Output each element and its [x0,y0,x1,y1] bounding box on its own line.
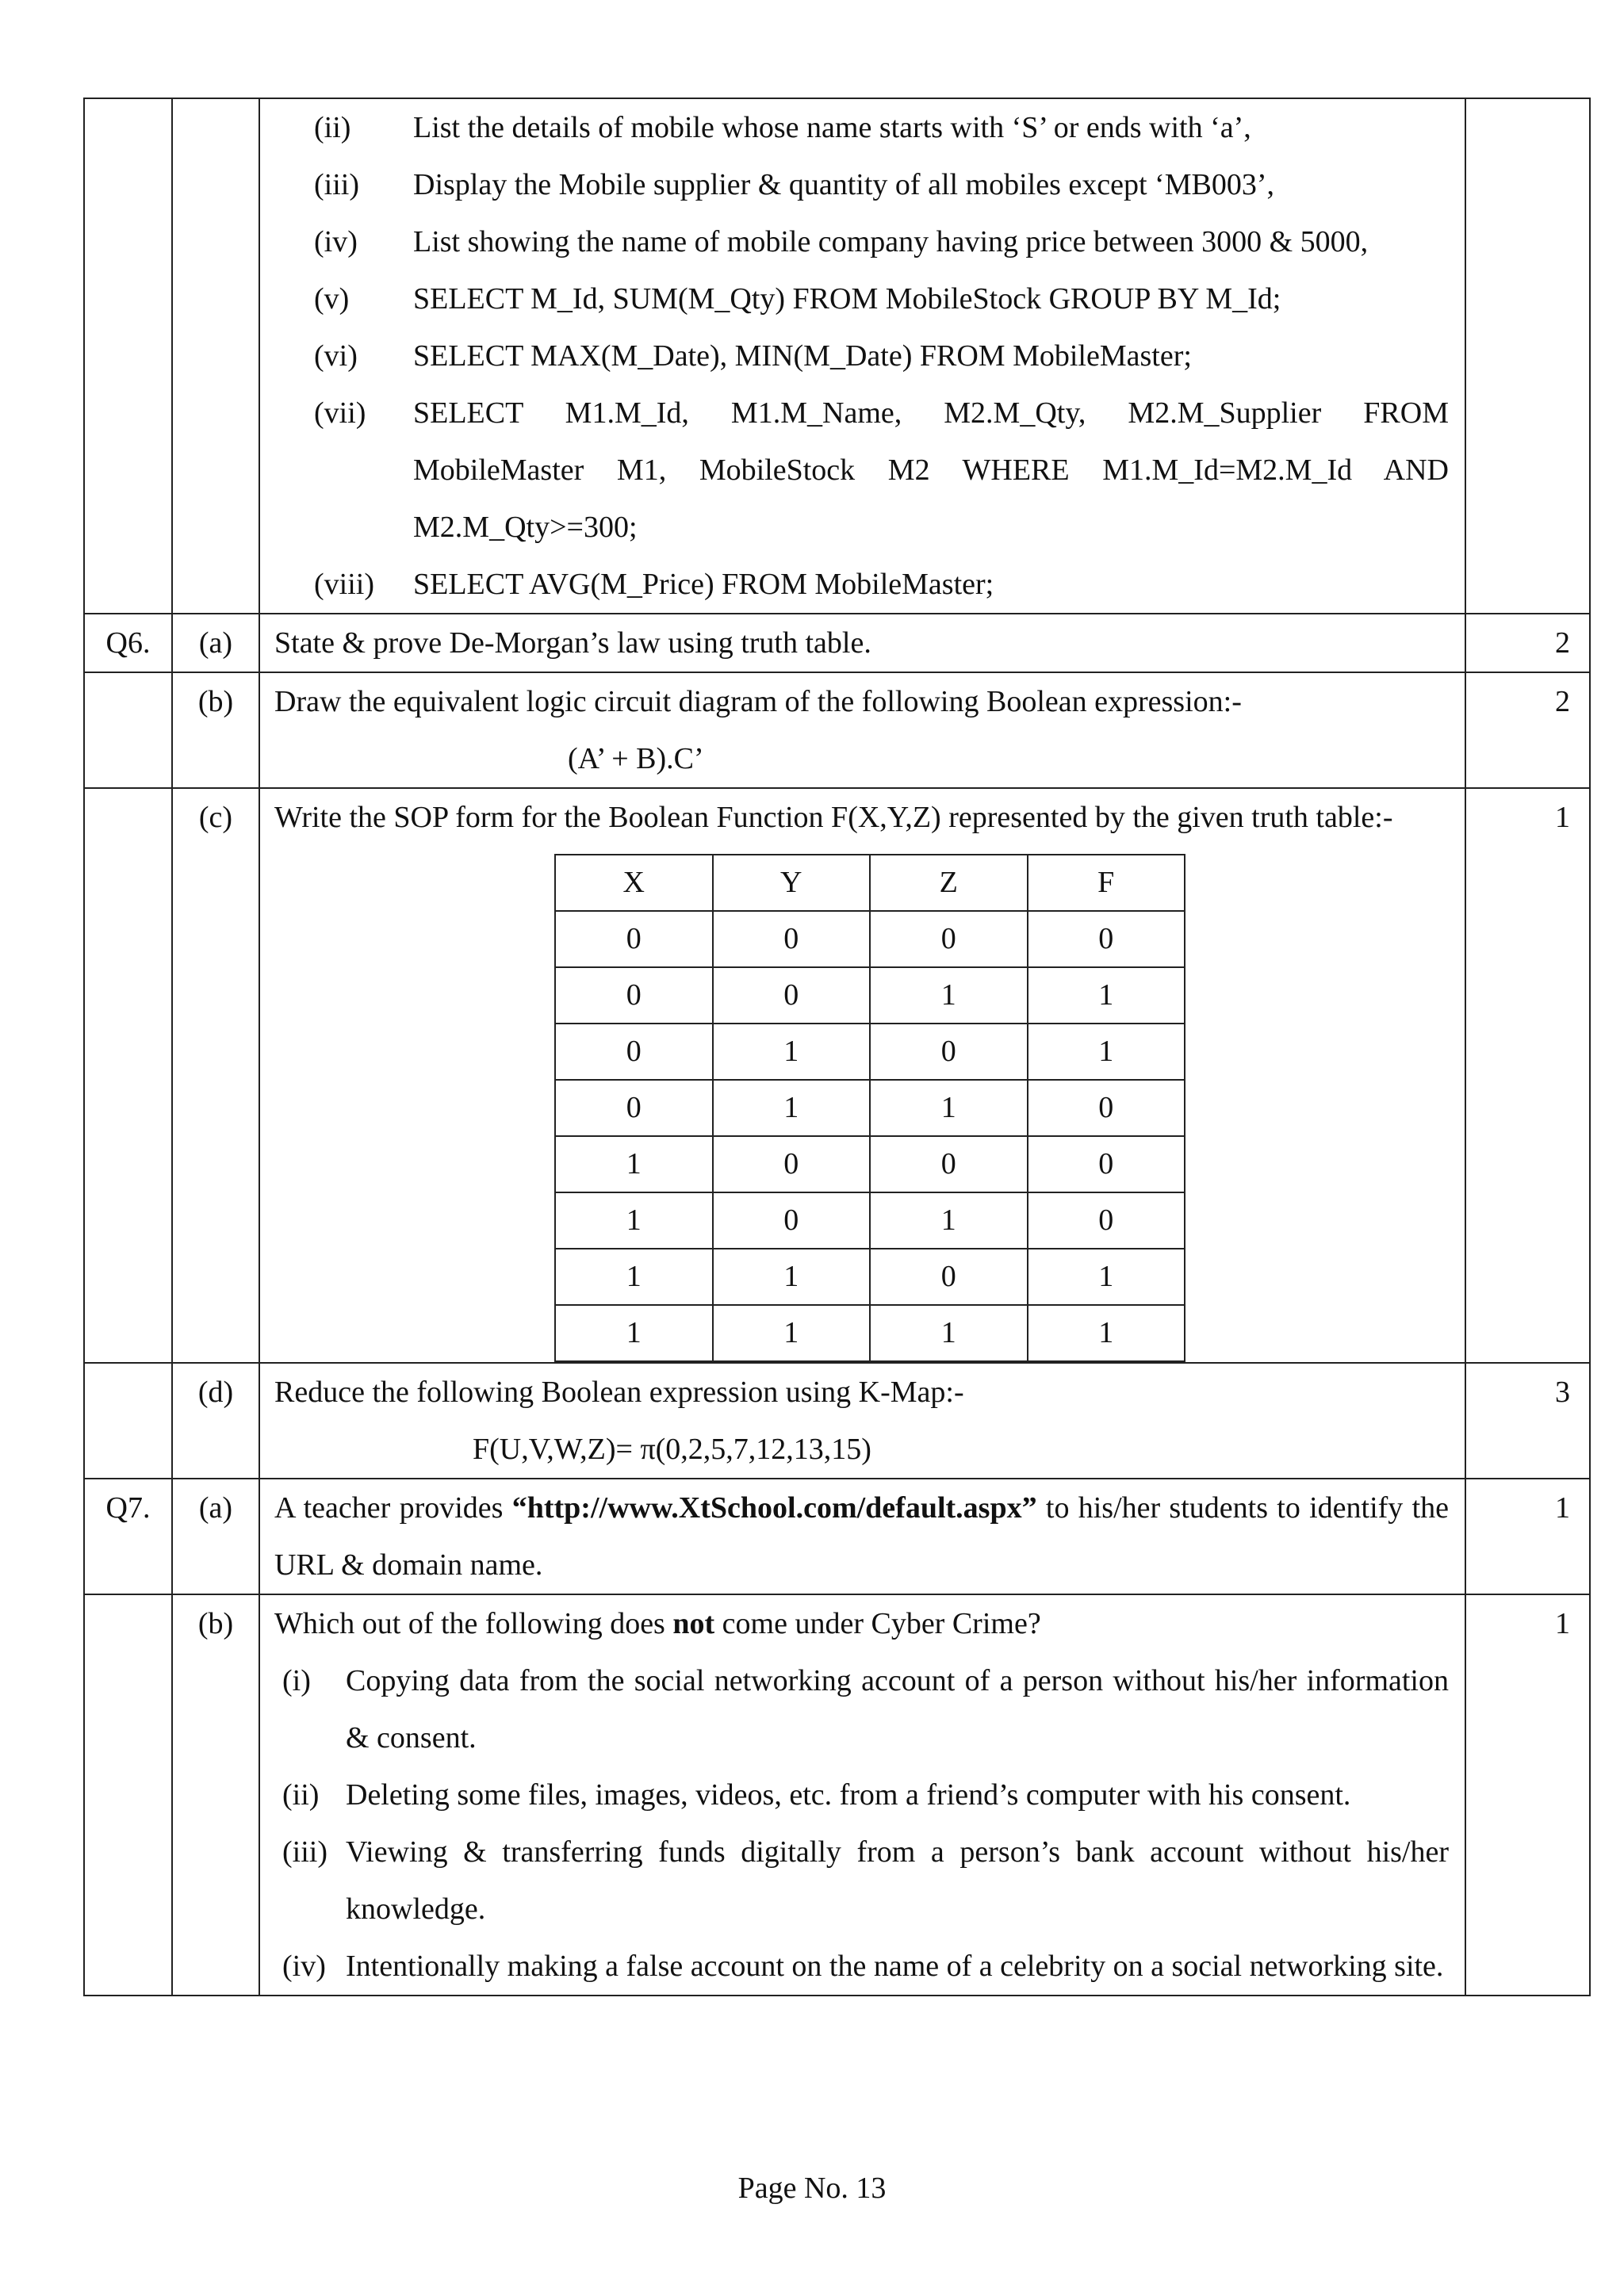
header-cell: F [1028,855,1185,911]
question-text: State & prove De-Morgan’s law using truth table. [259,614,1465,672]
truth-table-row: 1 0 0 0 [555,1136,1185,1192]
q5-item: (iv) List showing the name of mobile company having price between 3000 & 5000, [314,225,1369,258]
url-text: “http://www.XtSchool.com/default.aspx” [511,1491,1037,1525]
part-label: (a) [172,1479,259,1594]
truth-table-row: 0 1 1 0 [555,1080,1185,1136]
truth-table-row: 1 0 1 0 [555,1192,1185,1249]
question-number: Q6. [84,614,172,672]
q5-item: (vii) SELECT M1.M_Id, M1.M_Name, M2.M_Qty, M2.M_Supplier FROM MobileMaster M1, MobileStock M2 WHERE M1.M_Id=M2.M_Id AND M2.M_Qty>=300; [314,396,1449,544]
q5-continuation-row [84,98,1590,614]
question-text: Reduce the following Boolean expression using K-Map:- [274,1376,964,1409]
q5-item: (vi) SELECT MAX(M_Date), MIN(M_Date) FROM MobileMaster; [314,339,1192,373]
boolean-expression: F(U,V,W,Z)= π(0,2,5,7,12,13,15) [473,1433,871,1466]
q6b-row [84,672,1590,788]
question-text: A teacher provides “http://www.XtSchool.com/default.aspx” to his/her students to identify the URL & domain name. [259,1479,1465,1594]
question-text: Which out of the following does not come under Cyber Crime? [274,1607,1041,1640]
q5-item: (v) SELECT M_Id, SUM(M_Qty) FROM MobileStock GROUP BY M_Id; [314,282,1281,316]
marks: 1 [1465,1594,1590,1996]
truth-table-row: 1 1 1 1 [555,1305,1185,1361]
marks: 2 [1465,672,1590,788]
q5-item: (iii) Display the Mobile supplier & quantity of all mobiles except ‘MB003’, [314,168,1274,201]
page-number: Page No. 13 [737,2172,887,2205]
truth-table-row: 1 1 0 1 [555,1249,1185,1305]
q6d-row [84,1363,1590,1479]
truth-table-header [555,855,1185,911]
header-cell: Y [713,855,871,911]
q5-item: (ii) List the details of mobile whose name starts with ‘S’ or ends with ‘a’, [314,111,1251,144]
marks: 2 [1465,614,1590,672]
truth-table-row: 0 1 0 1 [555,1024,1185,1080]
part-label: (c) [172,788,259,1363]
q7a-row [84,1479,1590,1594]
header-cell: X [555,855,713,911]
part-label: (d) [172,1363,259,1479]
truth-table [554,854,1185,1362]
question-text: Draw the equivalent logic circuit diagram of the following Boolean expression:- [274,685,1242,718]
q5-item: (viii) SELECT AVG(M_Price) FROM MobileMaster; [314,568,994,601]
option-item: (iv) Intentionally making a false account on the name of a celebrity on a social networking site. [282,1950,1444,1983]
option-item: (ii) Deleting some files, images, videos, etc. from a friend’s computer with his consent. [282,1778,1351,1812]
q5-items [259,98,1465,614]
question-text: Write the SOP form for the Boolean Function F(X,Y,Z) represented by the given truth table:- [274,801,1393,834]
question-number: Q7. [84,1479,172,1594]
part-label: (b) [172,672,259,788]
marks: 1 [1465,788,1590,1363]
truth-table-row: 0 0 0 0 [555,911,1185,967]
part-label: (a) [172,614,259,672]
q6a-row [84,614,1590,672]
boolean-expression: (A’ + B).C’ [568,742,704,775]
marks: 1 [1465,1479,1590,1594]
question-table [83,98,1591,1996]
option-item: (iii) Viewing & transferring funds digitally from a person’s bank account without his/her knowledge. [282,1835,1449,1926]
part-label: (b) [172,1594,259,1996]
marks: 3 [1465,1363,1590,1479]
option-item: (i) Copying data from the social networking account of a person without his/her information & consent. [282,1664,1449,1755]
truth-table-row: 0 0 1 1 [555,967,1185,1024]
header-cell: Z [870,855,1028,911]
q6c-row [84,788,1590,1363]
q7b-row [84,1594,1590,1996]
